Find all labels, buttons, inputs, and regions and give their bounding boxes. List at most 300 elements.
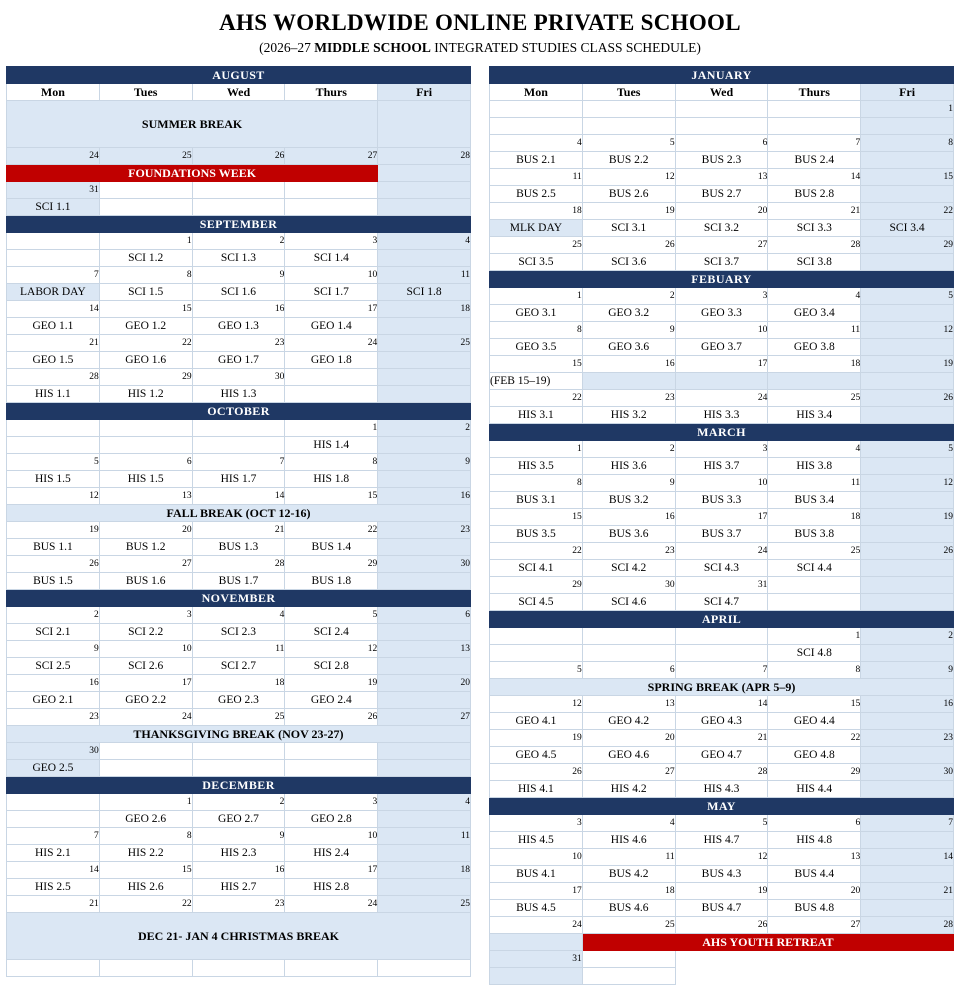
class-cell — [582, 373, 675, 390]
date-cell: 2 — [582, 288, 675, 305]
month-header-october — [7, 403, 471, 420]
date-cell: 25 — [582, 917, 675, 934]
class-cell — [192, 199, 285, 216]
date-cell: 12 — [675, 849, 768, 866]
date-cell: 25 — [490, 237, 583, 254]
febuary-date-row-3 — [490, 356, 954, 373]
schedule-page — [0, 10, 960, 964]
class-cell: BUS 3.5 — [490, 526, 583, 543]
class-cell: HIS 3.5 — [490, 458, 583, 475]
class-cell: BUS 3.4 — [768, 492, 861, 509]
class-cell: GEO 2.8 — [285, 811, 378, 828]
april-class-row-3 — [490, 713, 954, 730]
date-cell: 9 — [7, 641, 100, 658]
empty-cell — [285, 960, 378, 977]
class-cell: GEO 2.7 — [192, 811, 285, 828]
date-cell: 9 — [861, 662, 954, 679]
date-cell: 3 — [675, 441, 768, 458]
class-cell — [378, 692, 471, 709]
date-cell: 30 — [582, 577, 675, 594]
date-cell: 10 — [675, 475, 768, 492]
may-class-row-2 — [490, 866, 954, 883]
date-cell: 30 — [7, 743, 100, 760]
class-cell — [378, 760, 471, 777]
month-header-august — [7, 67, 471, 84]
date-cell: 27 — [285, 148, 378, 165]
month-label-may: MAY — [490, 798, 954, 815]
date-cell: 11 — [192, 641, 285, 658]
empty-cell — [99, 960, 192, 977]
date-cell: 27 — [768, 917, 861, 934]
date-cell: 28 — [861, 917, 954, 934]
date-cell: 23 — [192, 335, 285, 352]
date-cell: 19 — [675, 883, 768, 900]
date-cell: 17 — [675, 356, 768, 373]
empty-cell — [378, 960, 471, 977]
date-cell — [861, 577, 954, 594]
date-cell: 12 — [861, 322, 954, 339]
march-class-row-3 — [490, 526, 954, 543]
date-cell: 12 — [285, 641, 378, 658]
date-cell: 13 — [99, 488, 192, 505]
class-cell: BUS 1.2 — [99, 539, 192, 556]
empty-cell — [582, 968, 675, 985]
class-cell: SCI 3.7 — [675, 254, 768, 271]
may-date-row-3 — [490, 883, 954, 900]
date-cell: 24 — [490, 917, 583, 934]
date-cell — [192, 420, 285, 437]
class-cell — [582, 118, 675, 135]
class-cell: HIS 3.2 — [582, 407, 675, 424]
class-cell — [192, 760, 285, 777]
class-cell: BUS 1.6 — [99, 573, 192, 590]
class-cell: GEO 1.4 — [285, 318, 378, 335]
class-cell: HIS 4.4 — [768, 781, 861, 798]
january-class-row-3 — [490, 186, 954, 203]
class-cell: HIS 4.3 — [675, 781, 768, 798]
class-cell: HIS 3.8 — [768, 458, 861, 475]
date-cell: 7 — [768, 135, 861, 152]
november-date-row-3 — [7, 675, 471, 692]
november-class-row-5 — [7, 760, 471, 777]
class-cell — [861, 407, 954, 424]
class-cell — [861, 373, 954, 390]
dow-tues: Tues — [99, 84, 192, 101]
dow-fri: Fri — [861, 84, 954, 101]
class-cell: HIS 2.3 — [192, 845, 285, 862]
date-cell: 22 — [490, 390, 583, 407]
class-cell: HIS 2.4 — [285, 845, 378, 862]
class-cell — [861, 458, 954, 475]
class-cell — [861, 118, 954, 135]
date-cell: 9 — [582, 475, 675, 492]
class-cell: SCI 4.2 — [582, 560, 675, 577]
date-cell: 26 — [7, 556, 100, 573]
date-cell: 21 — [768, 203, 861, 220]
date-cell: 16 — [192, 301, 285, 318]
date-cell: 2 — [192, 794, 285, 811]
class-cell: BUS 2.3 — [675, 152, 768, 169]
class-cell: GEO 3.1 — [490, 305, 583, 322]
date-cell: 3 — [675, 288, 768, 305]
class-cell: SCI 2.6 — [99, 658, 192, 675]
date-cell — [675, 628, 768, 645]
date-cell: 10 — [285, 828, 378, 845]
class-cell: BUS 4.1 — [490, 866, 583, 883]
march-date-row-5 — [490, 577, 954, 594]
april-date-row-4 — [490, 730, 954, 747]
date-cell: 27 — [675, 237, 768, 254]
class-cell: HIS 3.1 — [490, 407, 583, 424]
class-cell: SCI 4.4 — [768, 560, 861, 577]
band-fall-break: FALL BREAK (OCT 12-16) — [7, 505, 471, 522]
date-cell: 25 — [768, 390, 861, 407]
class-cell — [861, 526, 954, 543]
december-class-row-2 — [7, 845, 471, 862]
class-cell — [285, 199, 378, 216]
date-cell — [99, 420, 192, 437]
class-cell — [192, 437, 285, 454]
may-date-row-2 — [490, 849, 954, 866]
may-date-row-5 — [490, 951, 954, 968]
date-cell: 19 — [582, 203, 675, 220]
date-cell: 4 — [378, 233, 471, 250]
date-cell: 29 — [285, 556, 378, 573]
date-cell: 19 — [861, 356, 954, 373]
date-cell: 27 — [378, 709, 471, 726]
class-cell: BUS 4.3 — [675, 866, 768, 883]
november-class-row-3 — [7, 692, 471, 709]
september-class-row-1 — [7, 250, 471, 267]
class-cell: SCI 4.7 — [675, 594, 768, 611]
date-cell — [768, 577, 861, 594]
date-cell: 30 — [378, 556, 471, 573]
class-cell: HIS 2.6 — [99, 879, 192, 896]
date-cell: 17 — [285, 862, 378, 879]
date-cell: 16 — [7, 675, 100, 692]
class-cell — [378, 437, 471, 454]
date-cell: 2 — [861, 628, 954, 645]
class-cell: GEO 1.6 — [99, 352, 192, 369]
class-cell: BUS 4.4 — [768, 866, 861, 883]
month-label-september: SEPTEMBER — [7, 216, 471, 233]
september-date-row-1 — [7, 233, 471, 250]
febuary-class-row-2 — [490, 339, 954, 356]
date-cell — [768, 101, 861, 118]
empty-cell — [490, 968, 583, 985]
month-label-april: APRIL — [490, 611, 954, 628]
date-cell: 28 — [7, 369, 100, 386]
date-cell: 24 — [285, 896, 378, 913]
month-header-may — [490, 798, 954, 815]
date-cell: 23 — [378, 522, 471, 539]
date-cell: 9 — [378, 454, 471, 471]
empty-cell — [861, 968, 954, 985]
may-class-row-1 — [490, 832, 954, 849]
date-cell: 12 — [861, 475, 954, 492]
date-cell: 26 — [285, 709, 378, 726]
august-fri-blank-2 — [378, 165, 471, 182]
empty-cell — [7, 960, 100, 977]
class-cell — [99, 437, 192, 454]
page-subtitle — [0, 40, 960, 56]
class-cell — [285, 386, 378, 403]
date-cell: 21 — [7, 896, 100, 913]
date-cell — [7, 420, 100, 437]
dow-mon: Mon — [490, 84, 583, 101]
november-class-row-2 — [7, 658, 471, 675]
date-cell: 15 — [99, 301, 192, 318]
date-cell: 2 — [378, 420, 471, 437]
class-cell: HIS 2.2 — [99, 845, 192, 862]
class-cell: BUS 2.1 — [490, 152, 583, 169]
october-date-row-3 — [7, 488, 471, 505]
september-class-row-4 — [7, 352, 471, 369]
class-cell: BUS 1.3 — [192, 539, 285, 556]
date-cell: 11 — [378, 267, 471, 284]
month-label-august: AUGUST — [7, 67, 471, 84]
date-cell: 18 — [768, 509, 861, 526]
date-cell — [7, 233, 100, 250]
class-cell: BUS 2.6 — [582, 186, 675, 203]
date-cell: 8 — [99, 267, 192, 284]
class-cell — [378, 318, 471, 335]
date-cell: 20 — [99, 522, 192, 539]
month-label-march: MARCH — [490, 424, 954, 441]
may-retreat-row — [490, 934, 954, 951]
class-cell — [861, 305, 954, 322]
date-cell: 28 — [378, 148, 471, 165]
date-cell: 23 — [192, 896, 285, 913]
date-cell: 20 — [378, 675, 471, 692]
december-trailing-row — [7, 960, 471, 977]
class-cell: SCI 4.8 — [768, 645, 861, 662]
class-cell: BUS 3.3 — [675, 492, 768, 509]
class-cell: HIS 3.7 — [675, 458, 768, 475]
date-cell: 21 — [861, 883, 954, 900]
date-cell: 19 — [7, 522, 100, 539]
date-cell: 4 — [768, 441, 861, 458]
august-date-row-1 — [7, 148, 471, 165]
class-cell — [861, 781, 954, 798]
date-cell: 17 — [99, 675, 192, 692]
date-cell: 18 — [192, 675, 285, 692]
date-cell: 1 — [99, 794, 192, 811]
date-cell: 3 — [99, 607, 192, 624]
class-cell — [490, 118, 583, 135]
class-cell: GEO 3.5 — [490, 339, 583, 356]
december-christmas-row — [7, 913, 471, 960]
date-cell — [192, 182, 285, 199]
month-header-april — [490, 611, 954, 628]
class-cell: GEO 4.1 — [490, 713, 583, 730]
date-cell — [192, 743, 285, 760]
class-cell: BUS 4.7 — [675, 900, 768, 917]
class-cell — [378, 845, 471, 862]
class-cell: SCI 3.2 — [675, 220, 768, 237]
class-cell: SCI 3.1 — [582, 220, 675, 237]
date-cell: 26 — [490, 764, 583, 781]
date-cell: 23 — [582, 543, 675, 560]
date-cell: 2 — [582, 441, 675, 458]
date-cell: 4 — [378, 794, 471, 811]
april-date-row-3 — [490, 696, 954, 713]
march-date-row-3 — [490, 509, 954, 526]
class-cell — [378, 879, 471, 896]
class-cell — [378, 573, 471, 590]
band-summer-break: SUMMER BREAK — [7, 101, 378, 148]
date-cell: 15 — [285, 488, 378, 505]
date-cell — [99, 182, 192, 199]
date-cell — [490, 628, 583, 645]
class-cell: BUS 2.8 — [768, 186, 861, 203]
date-cell: 11 — [378, 828, 471, 845]
febuary-date-row-1 — [490, 288, 954, 305]
date-cell: 9 — [192, 267, 285, 284]
month-header-december — [7, 777, 471, 794]
class-cell — [675, 373, 768, 390]
march-class-row-1 — [490, 458, 954, 475]
date-cell: 15 — [99, 862, 192, 879]
date-cell: 15 — [490, 356, 583, 373]
date-cell — [285, 369, 378, 386]
date-cell: 8 — [490, 322, 583, 339]
date-cell: 20 — [768, 883, 861, 900]
class-cell — [861, 560, 954, 577]
class-cell: BUS 3.2 — [582, 492, 675, 509]
class-cell: GEO 2.2 — [99, 692, 192, 709]
class-cell: SCI 3.4 — [861, 220, 954, 237]
date-cell: 25 — [378, 896, 471, 913]
class-cell — [861, 594, 954, 611]
date-cell: 6 — [675, 135, 768, 152]
class-cell: SCI 2.8 — [285, 658, 378, 675]
class-cell — [675, 118, 768, 135]
class-cell: MLK DAY — [490, 220, 583, 237]
date-cell: 1 — [490, 441, 583, 458]
date-cell: 13 — [768, 849, 861, 866]
september-date-row-2 — [7, 267, 471, 284]
date-cell: 22 — [99, 335, 192, 352]
september-date-row-3 — [7, 301, 471, 318]
class-cell — [582, 645, 675, 662]
class-cell: GEO 3.4 — [768, 305, 861, 322]
date-cell — [285, 182, 378, 199]
class-cell: HIS 3.6 — [582, 458, 675, 475]
dow-header-august — [7, 84, 471, 101]
january-class-row-2 — [490, 152, 954, 169]
april-class-row-4 — [490, 747, 954, 764]
date-cell: 9 — [582, 322, 675, 339]
date-cell — [675, 951, 768, 968]
date-cell: 10 — [675, 322, 768, 339]
date-cell — [675, 101, 768, 118]
date-cell: 11 — [490, 169, 583, 186]
date-cell: 1 — [490, 288, 583, 305]
class-cell: BUS 3.7 — [675, 526, 768, 543]
class-cell: GEO 1.1 — [7, 318, 100, 335]
date-cell — [378, 369, 471, 386]
march-class-row-4 — [490, 560, 954, 577]
date-cell: 5 — [861, 288, 954, 305]
april-date-row-1 — [490, 628, 954, 645]
dow-tues: Tues — [582, 84, 675, 101]
class-cell: GEO 4.6 — [582, 747, 675, 764]
april-spring-break-row — [490, 679, 954, 696]
band-youth-retreat: AHS YOUTH RETREAT — [582, 934, 953, 951]
november-class-row-1 — [7, 624, 471, 641]
december-date-row-1 — [7, 794, 471, 811]
date-cell: 19 — [285, 675, 378, 692]
october-class-row-1 — [7, 437, 471, 454]
subtitle-bold: MIDDLE SCHOOL — [314, 40, 431, 55]
date-cell: 14 — [7, 301, 100, 318]
december-class-row-3 — [7, 879, 471, 896]
date-cell: 18 — [378, 862, 471, 879]
october-class-row-4 — [7, 539, 471, 556]
class-cell: HIS 4.8 — [768, 832, 861, 849]
date-cell: 14 — [675, 696, 768, 713]
class-cell — [861, 492, 954, 509]
date-cell: 28 — [675, 764, 768, 781]
class-cell: BUS 1.4 — [285, 539, 378, 556]
class-cell: GEO 4.8 — [768, 747, 861, 764]
date-cell: 8 — [768, 662, 861, 679]
date-cell: 31 — [675, 577, 768, 594]
class-cell: HIS 1.4 — [285, 437, 378, 454]
september-date-row-4 — [7, 335, 471, 352]
dow-header-january — [490, 84, 954, 101]
date-cell: 5 — [675, 815, 768, 832]
date-cell: 26 — [675, 917, 768, 934]
class-cell — [7, 437, 100, 454]
date-cell: 8 — [285, 454, 378, 471]
class-cell: SCI 4.5 — [490, 594, 583, 611]
class-cell: SCI 1.5 — [99, 284, 192, 301]
date-cell: 2 — [7, 607, 100, 624]
month-header-november — [7, 590, 471, 607]
september-class-row-3 — [7, 318, 471, 335]
december-date-row-3 — [7, 862, 471, 879]
date-cell — [7, 794, 100, 811]
date-cell: 3 — [490, 815, 583, 832]
date-cell: 4 — [582, 815, 675, 832]
date-cell: 25 — [99, 148, 192, 165]
date-cell: 17 — [285, 301, 378, 318]
date-cell: 27 — [582, 764, 675, 781]
date-cell: 29 — [861, 237, 954, 254]
date-cell: 24 — [675, 543, 768, 560]
dow-mon: Mon — [7, 84, 100, 101]
november-date-row-2 — [7, 641, 471, 658]
date-cell: 9 — [192, 828, 285, 845]
class-cell — [285, 760, 378, 777]
date-cell — [490, 101, 583, 118]
class-cell: GEO 4.5 — [490, 747, 583, 764]
date-cell: 18 — [582, 883, 675, 900]
date-cell: 23 — [861, 730, 954, 747]
date-cell: 29 — [99, 369, 192, 386]
class-cell: SCI 1.4 — [285, 250, 378, 267]
date-cell: 13 — [675, 169, 768, 186]
october-class-row-2 — [7, 471, 471, 488]
class-cell: BUS 4.5 — [490, 900, 583, 917]
class-cell — [378, 386, 471, 403]
date-cell: 16 — [192, 862, 285, 879]
date-cell: 4 — [192, 607, 285, 624]
class-cell — [490, 645, 583, 662]
august-fri-blank — [378, 101, 471, 148]
